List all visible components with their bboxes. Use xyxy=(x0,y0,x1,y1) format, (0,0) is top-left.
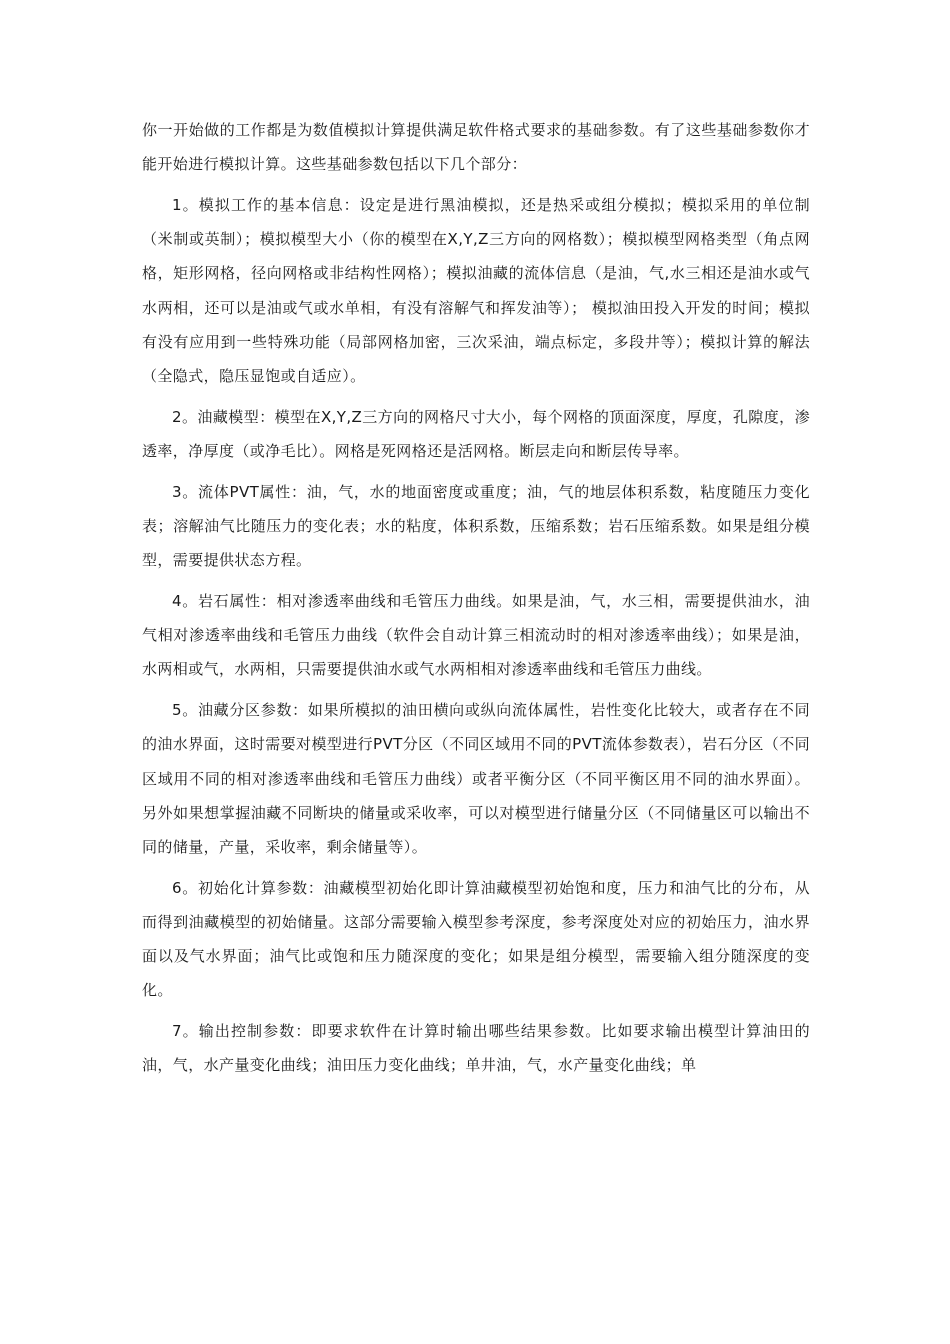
document-body xyxy=(142,113,810,1089)
section-1-paragraph: 1。模拟工作的基本信息：设定是进行黑油模拟，还是热采或组分模拟；模拟采用的单位制（米制或英制）；模拟模型大小（你的模型在X,Y,Z三方向的网格数）；模拟模型网格类型（角点网格，矩形网格，径向网格或非结构性网格）；模拟油藏的流体信息（是油，气,水三相还是油水或气水两相，还可以是油或气或水单相，有没有溶解气和挥发油等）； 模拟油田投入开发的时间；模拟有没有应用到一些特殊功能（局部网格加密，三次采油，端点标定，多段井等）；模拟计算的解法（全隐式，隐压显饱或自适应）。 xyxy=(142,196,810,386)
section-4-paragraph: 4。岩石属性：相对渗透率曲线和毛管压力曲线。如果是油，气，水三相，需要提供油水，油气相对渗透率曲线和毛管压力曲线（软件会自动计算三相流动时的相对渗透率曲线）；如果是油，水两相或气，水两相，只需要提供油水或气水两相相对渗透率曲线和毛管压力曲线。 xyxy=(142,592,810,679)
section-6-paragraph: 6。初始化计算参数：油藏模型初始化即计算油藏模型初始饱和度，压力和油气比的分布，从而得到油藏模型的初始储量。这部分需要输入模型参考深度，参考深度处对应的初始压力，油水界面以及气水界面；油气比或饱和压力随深度的变化；如果是组分模型，需要输入组分随深度的变化。 xyxy=(142,878,810,1000)
section-7-paragraph: 7。输出控制参数：即要求软件在计算时输出哪些结果参数。比如要求输出模型计算油田的油，气，水产量变化曲线；油田压力变化曲线；单井油，气，水产量变化曲线；单 xyxy=(142,1022,810,1075)
intro-paragraph: 你一开始做的工作都是为数值模拟计算提供满足软件格式要求的基础参数。有了这些基础参数你才能开始进行模拟计算。这些基础参数包括以下几个部分： xyxy=(142,121,810,174)
section-3-paragraph: 3。流体PVT属性：油，气，水的地面密度或重度；油，气的地层体积系数，粘度随压力变化表；溶解油气比随压力的变化表；水的粘度，体积系数，压缩系数；岩石压缩系数。如果是组分模型，需要提供状态方程。 xyxy=(142,482,810,570)
section-2-paragraph: 2。油藏模型：模型在X,Y,Z三方向的网格尺寸大小，每个网格的顶面深度，厚度，孔隙度，渗透率，净厚度（或净毛比）。网格是死网格还是活网格。断层走向和断层传导率。 xyxy=(142,407,810,461)
section-5-paragraph: 5。油藏分区参数：如果所模拟的油田横向或纵向流体属性，岩性变化比较大，或者存在不同的油水界面，这时需要对模型进行PVT分区（不同区域用不同的PVT流体参数表），岩石分区（不同区域用不同的相对渗透率曲线和毛管压力曲线）或者平衡分区（不同平衡区用不同的油水界面）。另外如果想掌握油藏不同断块的储量或采收率，可以对模型进行储量分区（不同储量区可以输出不同的储量，产量，采收率，剩余储量等）。 xyxy=(142,701,810,857)
